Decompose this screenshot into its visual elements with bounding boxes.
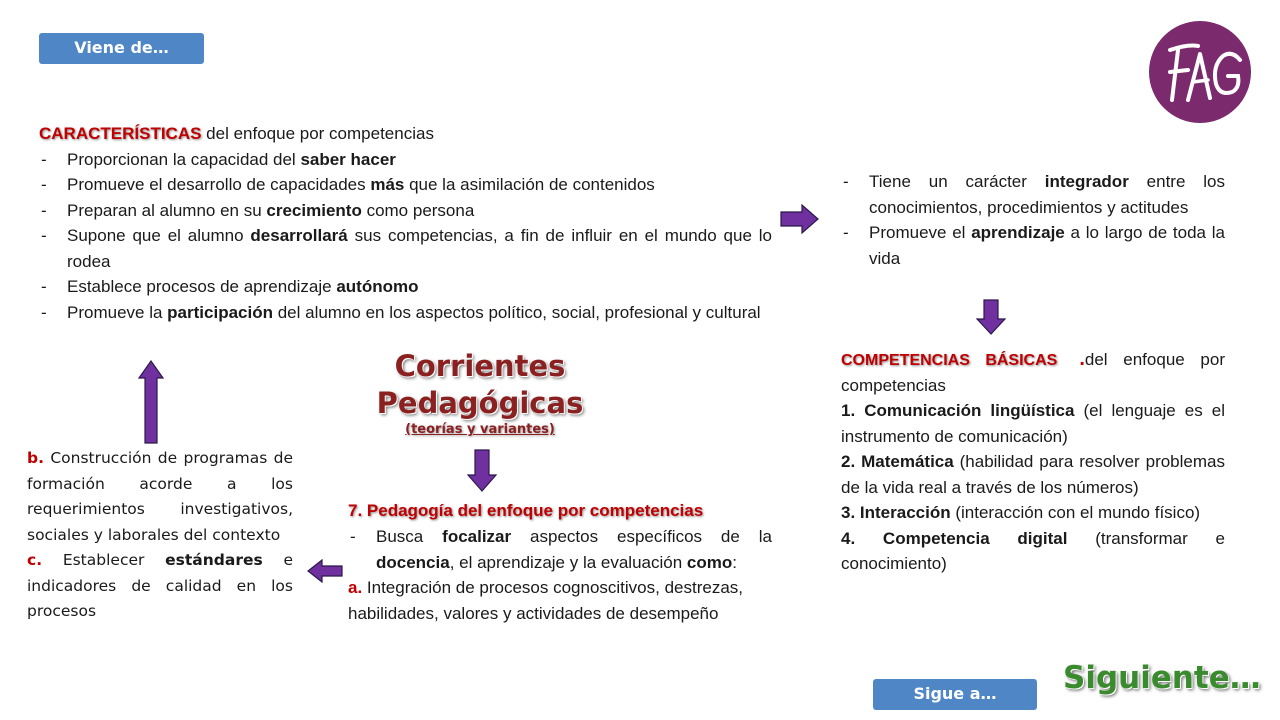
list-item: a. Integración de procesos cognoscitivos, destrezas, habilidades, valores y actividades de desempeño	[348, 578, 744, 623]
list-item: - Promueve el desarrollo de capacidades más que la asimilación de contenidos	[39, 172, 772, 198]
prev-button[interactable]: Viene de…	[39, 33, 204, 64]
list-item: - Supone que el alumno desarrollará sus competencias, a fin de influir en el mundo que lo rodea	[39, 223, 772, 274]
list-item: 4. Competencia digital (transformar e conocimiento)	[841, 528, 1225, 573]
siguiente-link[interactable]: Siguiente…	[1063, 660, 1261, 696]
arrow-right-icon	[780, 204, 820, 234]
page-title: Corrientes Pedagógicas (teorías y variantes)	[340, 348, 620, 437]
pedagogia-block	[348, 501, 772, 626]
arrow-left-icon	[307, 559, 343, 583]
caracteristicas-list	[39, 147, 772, 326]
next-button[interactable]: Sigue a…	[873, 679, 1037, 710]
fag-logo	[1148, 20, 1252, 124]
competencias-block: COMPETENCIAS BÁSICAS .del enfoque por competencias 1. Comunicación lingüística (el lenguaje es el instrumento de comunicación) 2. Matemática (habilidad para resolver problemas de la vida real a través de los números) 3. Interacción (interacción con el mundo físico) 4. Competencia digital (transformar e conocimiento)	[841, 347, 1225, 577]
arrow-down-icon	[467, 449, 497, 492]
integrador-block	[841, 169, 1225, 271]
caracteristicas-heading: CARACTERÍSTICAS	[39, 124, 202, 143]
list-item: - Promueve la participación del alumno en los aspectos político, social, profesional y cultural	[39, 300, 772, 326]
list-item: - Preparan al alumno en su crecimiento como persona	[39, 198, 772, 224]
arrow-up-icon	[138, 360, 164, 444]
integrador-list	[841, 169, 1225, 271]
list-item: 2. Matemática (habilidad para resolver problemas de la vida real a través de los números)	[841, 452, 1225, 497]
pedagogia-heading: 7. Pedagogía del enfoque por competencias	[348, 501, 704, 520]
list-item: - Establece procesos de aprendizaje autónomo	[39, 274, 772, 300]
competencias-heading: COMPETENCIAS BÁSICAS	[841, 352, 1058, 369]
arrow-down-icon	[976, 299, 1006, 335]
caracteristicas-block: CARACTERÍSTICAS del enfoque por competencias - Proporcionan la capacidad del saber hacer - Promueve el desarrollo de capacidades más que la asimilación de contenidos - Preparan al alumno en su crecimiento como persona - Supone que el alumno desarrollará sus competencias, a fin de influir en el mundo que lo rodea - Establece procesos de aprendizaje autónomo - Promueve la participación del alumno en los aspectos político, social, profesional y cultural	[39, 121, 772, 325]
list-item: - Tiene un carácter integrador entre los conocimientos, procedimientos y actitudes	[841, 169, 1225, 220]
list-item: 1. Comunicación lingüística (el lenguaje es el instrumento de comunicación)	[841, 401, 1225, 446]
left-block	[27, 446, 293, 625]
list-item: - Promueve el aprendizaje a lo largo de toda la vida	[841, 220, 1225, 271]
list-item: 3. Interacción (interacción con el mundo físico)	[841, 503, 1201, 522]
page-subtitle: (teorías y variantes)	[405, 422, 555, 437]
list-item: - Busca focalizar aspectos específicos de la docencia, el aprendizaje y la evaluación como:	[348, 524, 772, 575]
list-item: c. Establecer estándares e indicadores de calidad en los procesos	[27, 551, 293, 620]
list-item: - Proporcionan la capacidad del saber hacer	[39, 147, 772, 173]
list-item: b. Construcción de programas de formación acorde a los requerimientos investigativos, sociales y laborales del contexto	[27, 449, 293, 544]
